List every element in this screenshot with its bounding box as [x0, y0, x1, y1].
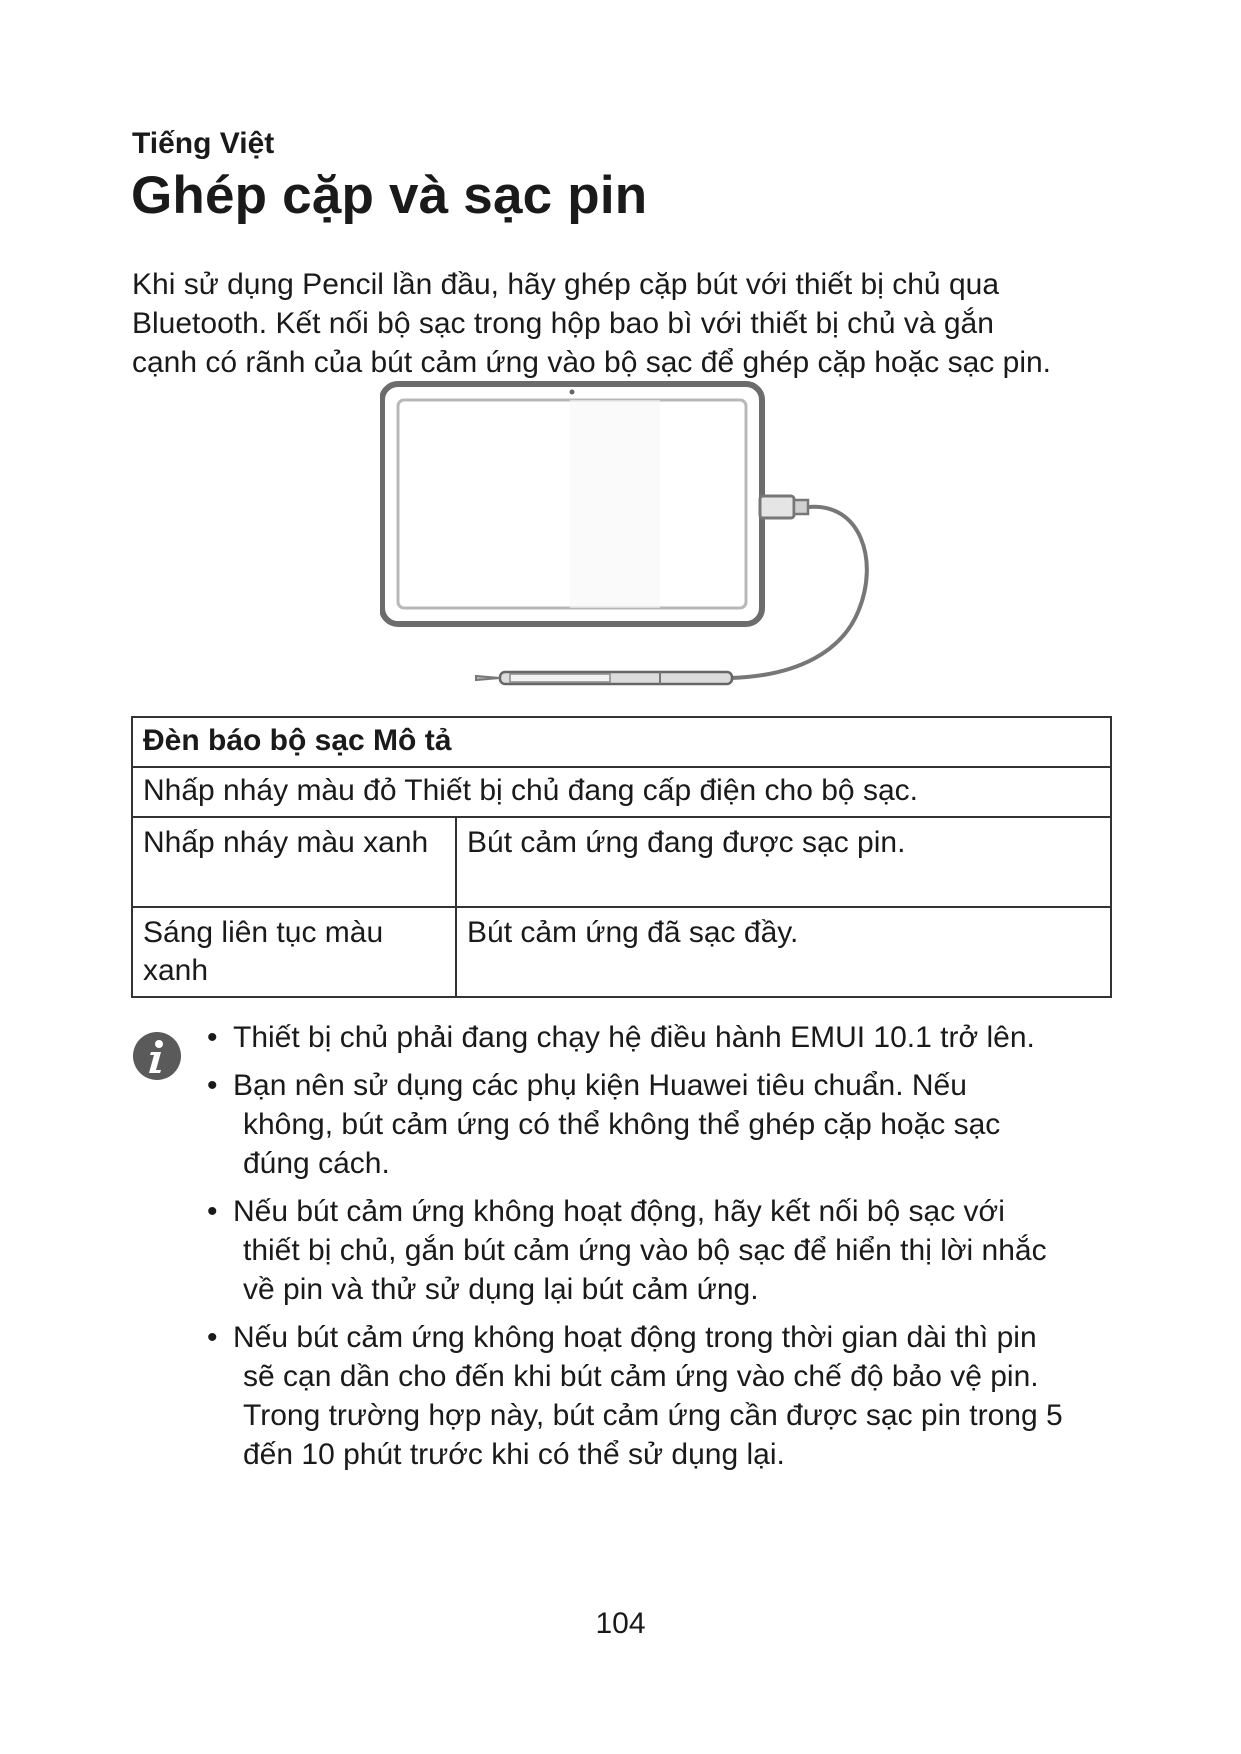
table-header-cell: Đèn báo bộ sạc Mô tả	[132, 717, 1111, 767]
description-cell: Bút cảm ứng đã sạc đầy.	[456, 907, 1111, 997]
page-title: Ghép cặp và sạc pin	[131, 166, 648, 225]
table-header-row	[132, 717, 1111, 767]
note-line: thiết bị chủ, gắn bút cảm ứng vào bộ sạc để hiển thị lời nhắc	[243, 1234, 1047, 1267]
notes-list	[207, 1018, 1127, 1483]
language-label: Tiếng Việt	[132, 127, 275, 160]
note-line: Trong trường hợp này, bút cảm ứng cần được sạc pin trong 5	[243, 1399, 1063, 1432]
charger-indicator-table	[131, 716, 1112, 998]
note-line: về pin và thử sử dụng lại bút cảm ứng.	[243, 1273, 759, 1306]
tablet-with-pen-charger-illustration	[380, 380, 880, 700]
table-row	[132, 817, 1111, 907]
note-line: sẽ cạn dần cho đến khi bút cảm ứng vào chế độ bảo vệ pin.	[243, 1360, 1039, 1393]
note-line: • Nếu bút cảm ứng không hoạt động, hãy kết nối bộ sạc với	[233, 1195, 1005, 1228]
note-line: đúng cách.	[243, 1147, 390, 1180]
info-icon	[131, 1030, 183, 1082]
intro-line: Bluetooth. Kết nối bộ sạc trong hộp bao bì với thiết bị chủ và gắn	[132, 307, 994, 340]
note-line: • Nếu bút cảm ứng không hoạt động trong thời gian dài thì pin	[233, 1321, 1037, 1354]
page-number: 104	[595, 1607, 646, 1640]
list-item	[207, 1192, 1127, 1309]
usb-connector	[760, 496, 794, 518]
list-item	[207, 1066, 1127, 1183]
note-line: không, bút cảm ứng có thể không thể ghép cặp hoặc sạc	[243, 1108, 1001, 1141]
tablet-camera	[570, 390, 575, 395]
note-line: • Bạn nên sử dụng các phụ kiện Huawei tiêu chuẩn. Nếu	[233, 1069, 967, 1102]
table-row	[132, 907, 1111, 997]
intro-line: cạnh có rãnh của bút cảm ứng vào bộ sạc để ghép cặp hoặc sạc pin.	[132, 346, 1052, 379]
table-cell: Nhấp nháy màu đỏ Thiết bị chủ đang cấp điện cho bộ sạc.	[132, 767, 1111, 817]
indicator-cell: Nhấp nháy màu xanh	[132, 817, 456, 907]
list-item	[207, 1318, 1127, 1474]
intro-line: Khi sử dụng Pencil lần đầu, hãy ghép cặp bút với thiết bị chủ qua	[132, 268, 999, 301]
description-cell: Bút cảm ứng đang được sạc pin.	[456, 817, 1111, 907]
list-item	[207, 1018, 1127, 1057]
indicator-cell: Sáng liên tục màu xanh	[132, 907, 456, 997]
table-row	[132, 767, 1111, 817]
note-line: • Thiết bị chủ phải đang chạy hệ điều hành EMUI 10.1 trở lên.	[233, 1021, 1035, 1054]
pen-tip	[476, 676, 500, 680]
intro-paragraph	[132, 265, 1132, 382]
note-line: đến 10 phút trước khi có thể sử dụng lại.	[243, 1438, 785, 1471]
